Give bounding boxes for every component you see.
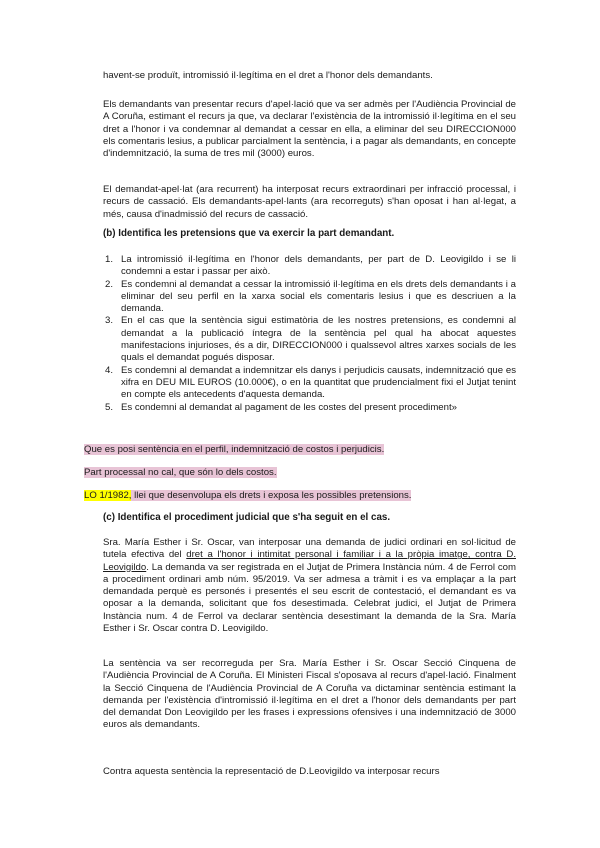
list-number: 2. xyxy=(105,278,114,290)
procedure-text-start: Sra. María Esther i Sr. Oscar, van interposar una demanda de judici ordinari en sol·licitud de tutela efectiva del xyxy=(103,537,516,561)
list-item-text: Es condemni al demandat a cessar la intromissió il·legítima en els drets dels demandants i a eliminar del seu perfil en la xarxa social els comentaris lesius i que es descriuen a la demanda. xyxy=(121,278,516,315)
list-item-text: Es condemni al demandat al pagament de les costes del present procediment» xyxy=(121,401,457,413)
final-paragraph: Contra aquesta sentència la representació de D.Leovigildo va interposar recurs xyxy=(103,766,440,777)
procedure-text-end: . La demanda va ser registrada en el Jutjat de Primera Instància núm. 4 de Ferrol com a procediment ordinari amb núm. 95/2019. Va ser admesa a tràmit i es va emplaçar a la part demandada perquè es personés i presentés el seu escrit de contestació, el demandant es va oposar a la demanda, solicitant que fos desestimada. Celebrat judici, el Jutjat de Primera Instància num. 4 de Ferrol va declarar sentència desestimant la demanda de la Sra. María Esther i Sr. Oscar contra D. Leovigildo. xyxy=(103,561,516,635)
list-item xyxy=(103,254,516,279)
highlighted-note: Que es posi sentència en el perfil, indemnització de costos i perjudicis. xyxy=(84,444,385,455)
list-number: 5. xyxy=(105,401,114,413)
heading-b: (b) Identifica les pretensions que va exercir la part demandant. xyxy=(103,228,395,239)
procedure-paragraph xyxy=(103,537,516,635)
appeal-paragraph: Els demandants van presentar recurs d'apel·lació que va ser admès per l'Audiència Provincial de A Coruña, estimant el recurs ja que, va declarar l'existència de la intromissió il·legítima en el seu dret a l'honor i va condemnar al demandat a cessar en ella, a eliminar del seu DIRECCION000 els comentaris lesius, a publicar parcialment la sentència, i a pagar als demandants, en concepte d'indemnització, la suma de tres mil (3000) euros. xyxy=(103,99,516,160)
list-item-text: Es condemni al demandat a indemnitzar els danys i perjudicis causats, indemnització que es xifra en DEU MIL EUROS (10.000€), o en la quantitat que prudencialment fixi el Jutjat tenint en compte els antecedents d'aquesta demanda. xyxy=(121,364,516,401)
list-item xyxy=(103,279,516,316)
cassation-paragraph: El demandat-apel·lat (ara recurrent) ha interposat recurs extraordinari per infracció processal, i recurs de cassació. Els demandants-apel·lants (ara recorreguts) s'han oposat i han al·legat, a més, causa d'inadmissió del recurs de cassació. xyxy=(103,184,516,220)
list-item-text: La intromissió il·legítima en l'honor dels demandants, per part de D. Leovigildo i se li condemni a estar i passar per això. xyxy=(121,254,516,278)
list-item-text: En el cas que la sentència sigui estimatòria de les nostres pretensions, es condemni al demandat a la publicació íntegra de la sentència pel qual ha abocat aquestes manifestacions injurioses, és a dir, DIRECCION000 i qualssevol altres xarxes socials de les quals el demandat pogués disposar. xyxy=(121,315,516,364)
list-number: 3. xyxy=(105,315,114,327)
note-1 xyxy=(84,444,384,456)
list-number: 4. xyxy=(105,364,114,376)
heading-c: (c) Identifica el procediment judicial que s'ha seguit en el cas. xyxy=(103,512,391,523)
list-number: 1. xyxy=(105,254,114,265)
list-item xyxy=(103,315,516,364)
note-3 xyxy=(84,490,411,502)
appeal-procedure-paragraph: La sentència va ser recorreguda per Sra. María Esther i Sr. Oscar Secció Cinquena de l'Audiència Provincial de A Coruña. El Ministeri Fiscal s'oposava al recurs d'apel·lació. Finalment la Secció Cinquena de l'Audiència Provincial de A Coruña va dictaminar sentència estimant la demanda per l'existència d'intromissió il·legítima en el dret a l'honor dels demandants per part del demandat Don Leovigildo per les frases i expressions ofensives i una indemnització de 3000 euros als demandants. xyxy=(103,658,516,731)
list-item xyxy=(103,365,516,402)
note-2 xyxy=(84,467,277,479)
highlighted-note: llei que desenvolupa els drets i exposa les possibles pretensions. xyxy=(131,490,412,501)
highlighted-note: Part processal no cal, que són lo dels costos. xyxy=(84,467,277,478)
list-item xyxy=(103,402,516,414)
underlined-text: dret a l'honor i intimitat personal i familiar i a la pròpia imatge, contra D. Leovigildo xyxy=(103,549,516,573)
law-reference: LO 1/1982, xyxy=(84,490,132,501)
claims-list xyxy=(103,254,516,414)
intro-paragraph: havent-se produït, intromissió il·legítima en el dret a l'honor dels demandants. xyxy=(103,70,433,81)
